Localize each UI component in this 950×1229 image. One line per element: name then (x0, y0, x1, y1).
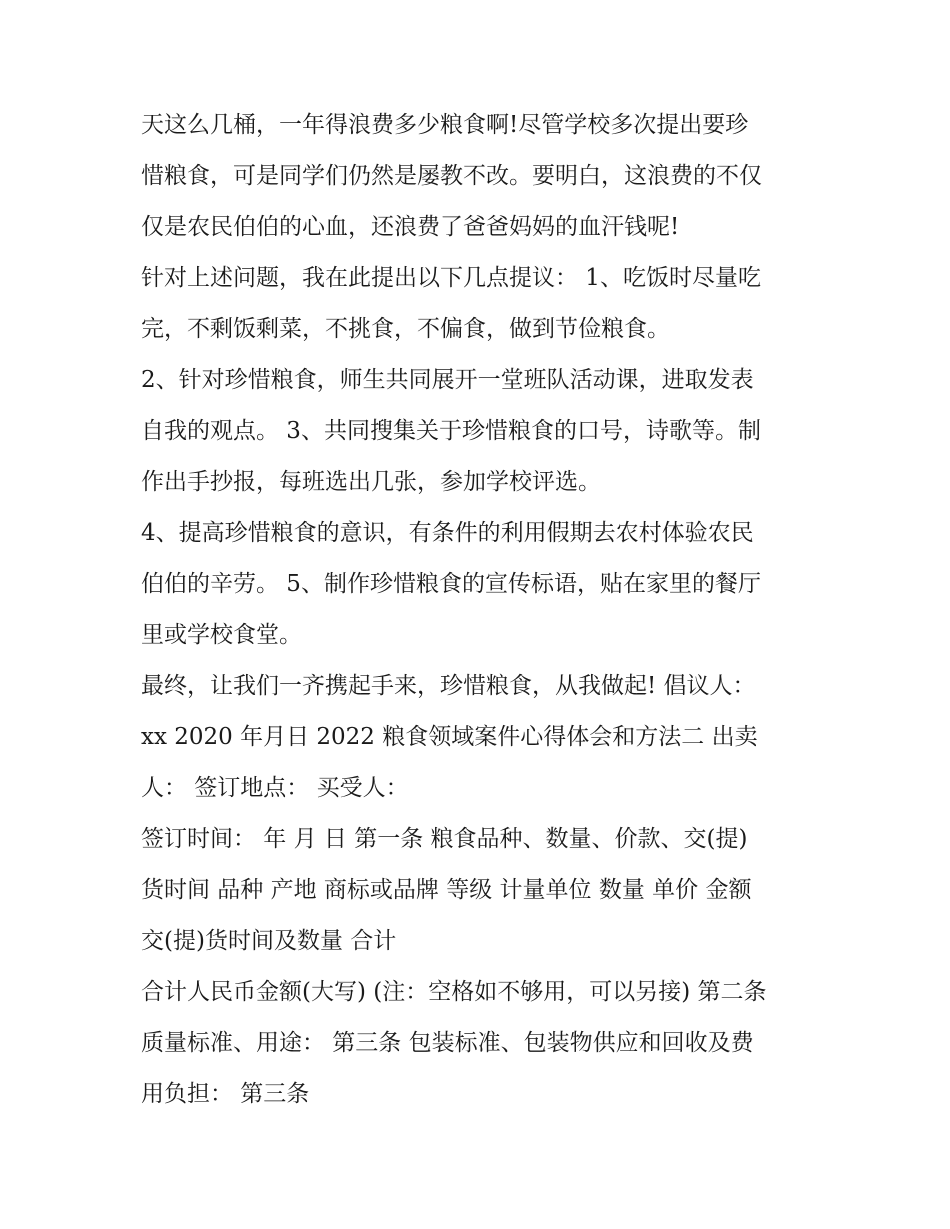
text-line: 人： 签订地点： 买受人： (141, 775, 409, 801)
text-line: 作出手抄报，每班选出几张，参加学校评选。 (141, 469, 601, 495)
text-line: 合计人民币金额(大写) (注：空格如不够用，可以另接) 第二条 (141, 979, 767, 1005)
text-line: 惜粮食，可是同学们仍然是屡教不改。要明白，这浪费的不仅 (141, 163, 762, 189)
text-line: 自我的观点。 3、共同搜集关于珍惜粮食的口号，诗歌等。制 (141, 418, 761, 444)
text-line: 4、提高珍惜粮食的意识，有条件的利用假期去农村体验农民 (141, 520, 754, 546)
text-line: 交(提)货时间及数量 合计 (141, 928, 397, 954)
text-line: 天这么几桶，一年得浪费多少粮食啊!尽管学校多次提出要珍 (141, 112, 749, 138)
text-line: 2、针对珍惜粮食，师生共同展开一堂班队活动课，进取发表 (141, 367, 754, 393)
text-line: 里或学校食堂。 (141, 622, 302, 648)
text-line: 完，不剩饭剩菜，不挑食，不偏食，做到节俭粮食。 (141, 316, 670, 342)
text-line: 仅是农民伯伯的心血，还浪费了爸爸妈妈的血汗钱呢! (141, 214, 680, 240)
text-line: 货时间 品种 产地 商标或品牌 等级 计量单位 数量 单价 金额 (141, 877, 752, 903)
text-line: 伯伯的辛劳。 5、制作珍惜粮食的宣传标语，贴在家里的餐厅 (141, 571, 761, 597)
text-line: xx 2020 年月日 2022 粮食领域案件心得体会和方法二 出卖 (141, 724, 758, 750)
text-line: 针对上述问题，我在此提出以下几点提议： 1、吃饭时尽量吃 (141, 265, 761, 291)
text-line: 质量标准、用途： 第三条 包装标准、包装物供应和回收及费 (141, 1030, 754, 1056)
text-line: 最终，让我们一齐携起手来，珍惜粮食，从我做起! 倡议人： (141, 673, 756, 699)
text-line: 签订时间： 年 月 日 第一条 粮食品种、数量、价款、交(提) (141, 826, 748, 852)
text-line: 用负担： 第三条 (141, 1081, 310, 1107)
document-body (141, 100, 821, 1120)
